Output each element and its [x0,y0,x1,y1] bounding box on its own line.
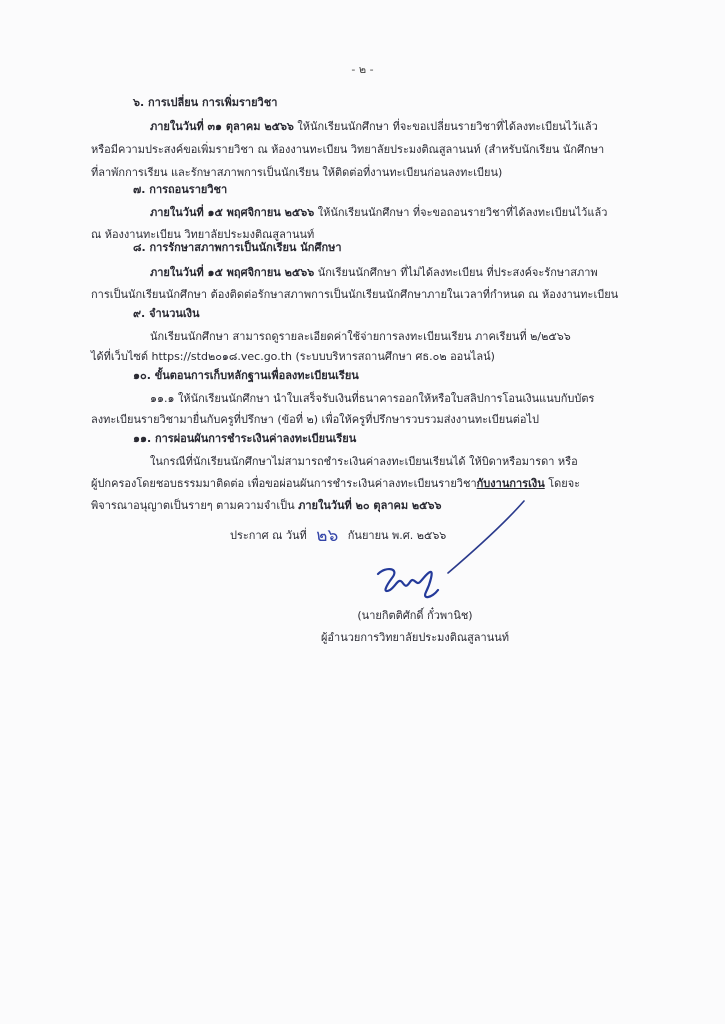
section-6-line-2: หรือมีความประสงค์ขอเพิ่มรายวิชา ณ ห้องงานทะเบียน วิทยาลัยประมงติณสูลานนท์ (สำหรับนักเรียน นักศึกษา [91,143,605,156]
section-11-deadline: ภายในวันที่ ๒๐ ตุลาคม ๒๕๖๖ [298,499,442,512]
section-8-deadline: ภายในวันที่ ๑๕ พฤศจิกายน ๒๕๖๖ [150,266,315,279]
section-7-deadline: ภายในวันที่ ๑๕ พฤศจิกายน ๒๕๖๖ [150,206,315,219]
section-8-line-1 [150,266,598,280]
signer-name: (นายกิตติศักดิ์ กั๋วพานิช) [357,609,473,622]
section-7-line-1-text: ให้นักเรียนนักศึกษา ที่จะขอถอนรายวิชาที่ได้ลงทะเบียนไว้แล้ว [314,206,608,219]
section-7-heading: ๗. การถอนรายวิชา [133,183,228,196]
section-9-line-1: นักเรียนนักศึกษา สามารถดูรายละเอียดค่าใช้จ่ายการลงทะเบียนเรียน ภาคเรียนที่ ๒/๒๕๖๖ [150,330,571,343]
announcement-day-handwritten: ๒๖ [316,526,339,546]
section-8-line-2: การเป็นนักเรียนนักศึกษา ต้องติดต่อรักษาสภาพการเป็นนักเรียนนักศึกษาภายในเวลาที่กำหนด ณ ห้องงานทะเบียน [91,288,619,301]
section-6-heading: ๖. การเปลี่ยน การเพิ่มรายวิชา [133,96,278,109]
section-11-line-3-text: พิจารณาอนุญาตเป็นรายๆ ตามความจำเป็น [91,499,299,512]
section-11-line-2 [91,477,580,491]
signer-title: ผู้อำนวยการวิทยาลัยประมงติณสูลานนท์ [320,631,510,644]
announcement-prefix: ประกาศ ณ วันที่ [230,529,307,542]
section-11-finance-unit: กับงานการเงิน [476,477,545,490]
signature-image [372,560,452,604]
section-8-heading: ๘. การรักษาสภาพการเป็นนักเรียน นักศึกษา [133,241,342,254]
section-11-heading: ๑๑. การผ่อนผันการชำระเงินค่าลงทะเบียนเรียน [133,432,357,445]
section-10-line-2: ลงทะเบียนรายวิชามายื่นกับครูที่ปรึกษา (ข้อที่ ๒) เพื่อให้ครูที่ปรึกษารวบรวมส่งงานทะเบียนต่อไป [91,413,539,426]
section-6-line-1 [150,120,598,134]
section-9-line-2: ได้ที่เว็บไซต์ https://std๒๐๑๘.vec.go.th (ระบบบริหารสถานศึกษา ศธ.๐๒ ออนไลน์) [91,350,495,363]
section-7-line-2: ณ ห้องงานทะเบียน วิทยาลัยประมงติณสูลานนท์ [91,228,315,241]
section-11-line-3 [91,499,441,513]
page-number: - ๒ - [351,63,374,76]
section-11-line-1: ในกรณีที่นักเรียนนักศึกษาไม่สามารถชำระเงินค่าลงทะเบียนเรียนได้ ให้บิดาหรือมารดา หรือ [150,455,578,468]
announcement-month-year: กันยายน พ.ศ. ๒๕๖๖ [347,529,447,542]
section-10-line-1: ๑๑.๑ ให้นักเรียนนักศึกษา นำใบเสร็จรับเงินที่ธนาคารออกให้หรือใบสลิปการโอนเงินแนบกับบัตร [150,392,595,405]
section-11-line-2-text: ผู้ปกครองโดยชอบธรรมมาติดต่อ เพื่อขอผ่อนผันการชำระเงินค่าลงทะเบียนรายวิชา [91,477,477,490]
announcement-date [230,526,447,546]
section-10-heading: ๑๐. ขั้นตอนการเก็บหลักฐานเพื่อลงทะเบียนเรียน [133,369,359,382]
section-7-line-1 [150,206,607,220]
section-8-line-1-text: นักเรียนนักศึกษา ที่ไม่ได้ลงทะเบียน ที่ประสงค์จะรักษาสภาพ [314,266,598,279]
pen-stroke-mark [440,497,530,577]
section-11-line-2-tail: โดยจะ [544,477,581,490]
section-9-heading: ๙. จำนวนเงิน [133,307,200,320]
section-6-deadline: ภายในวันที่ ๓๑ ตุลาคม ๒๕๖๖ [150,120,294,133]
section-6-line-3: ที่ลาพักการเรียน และรักษาสภาพการเป็นนักเรียน ให้ติดต่อที่งานทะเบียนก่อนลงทะเบียน) [91,166,503,179]
section-6-line-1-text: ให้นักเรียนนักศึกษา ที่จะขอเปลี่ยนรายวิชาที่ได้ลงทะเบียนไว้แล้ว [293,120,598,133]
